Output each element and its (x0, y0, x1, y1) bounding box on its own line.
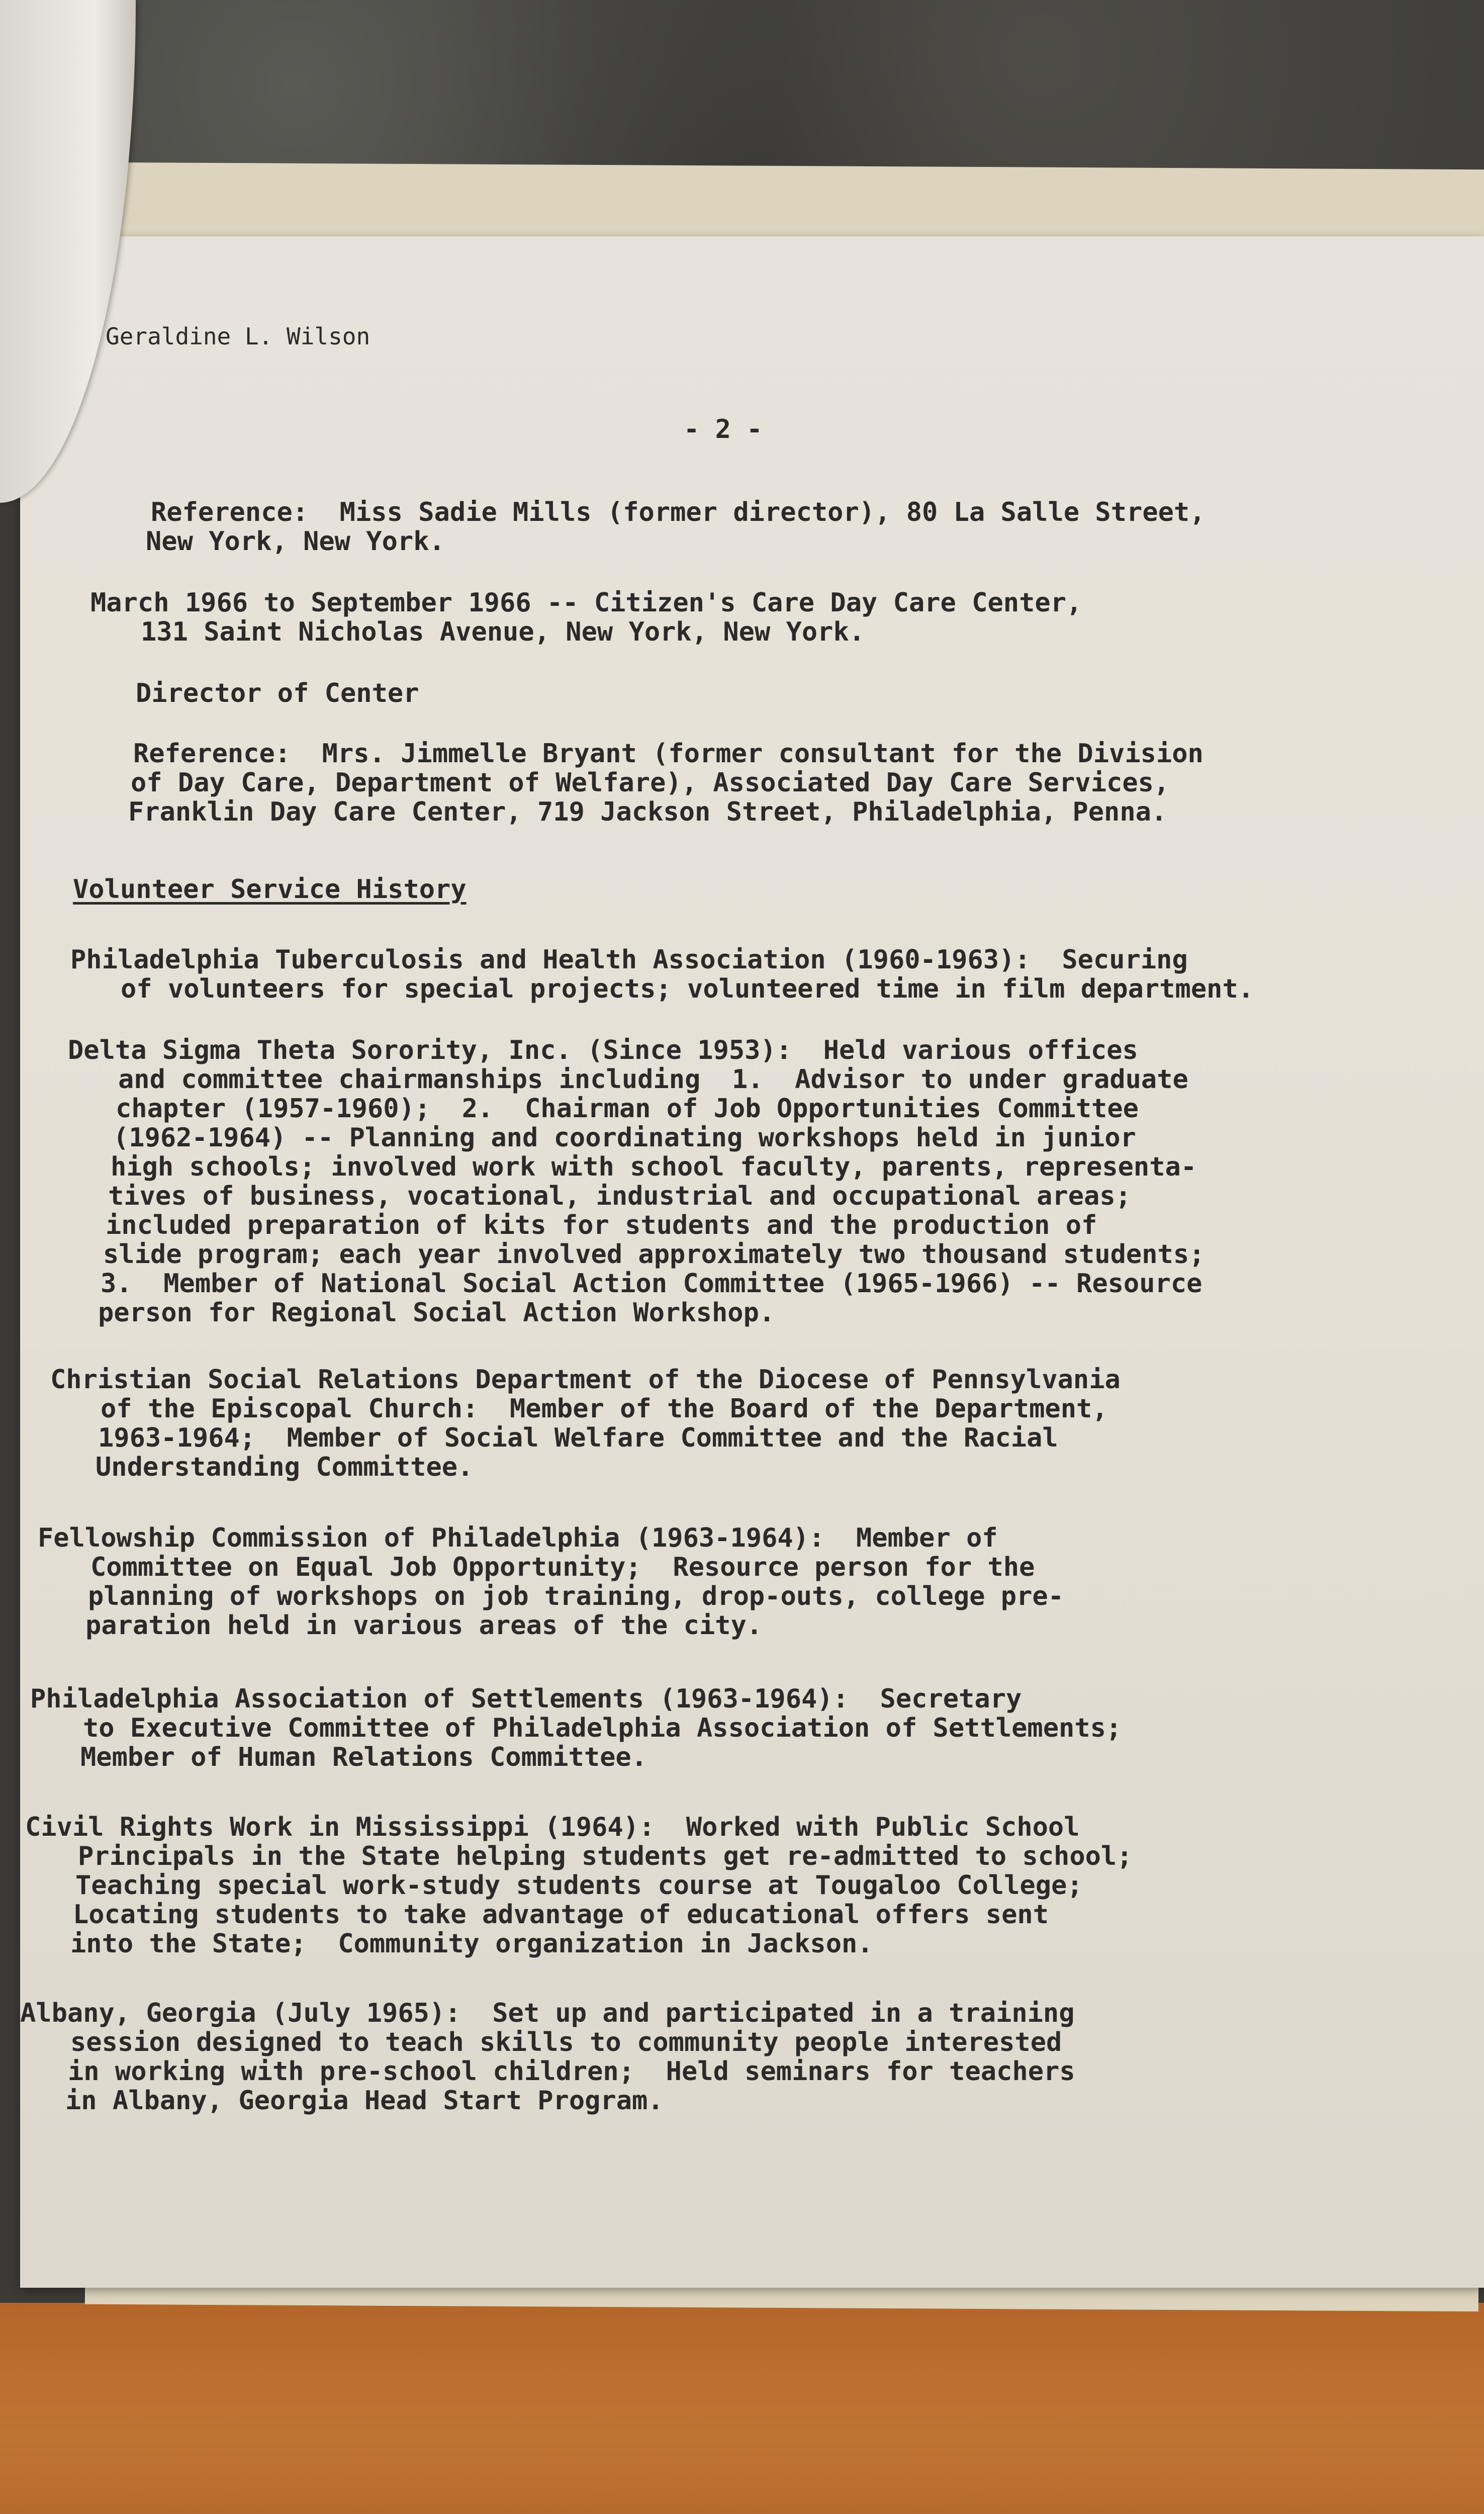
volunteer-entry-line: Philadelphia Tuberculosis and Health Association (1960-1963): Securing (70, 945, 1188, 975)
volunteer-entry-line: Principals in the State helping students get re-admitted to school; (78, 1841, 1133, 1871)
volunteer-entry-line: Teaching special work-study students course at Tougaloo College; (75, 1870, 1083, 1901)
reference-line: of Day Care, Department of Welfare), Associated Day Care Services, (131, 768, 1170, 798)
volunteer-entry-line: Philadelphia Association of Settlements (1963-1964): Secretary (30, 1684, 1022, 1714)
volunteer-entry-line: 1963-1964; Member of Social Welfare Committee and the Racial (98, 1423, 1058, 1453)
volunteer-entry-line: person for Regional Social Action Workshop. (98, 1298, 775, 1328)
author-name: Geraldine L. Wilson (106, 323, 370, 350)
volunteer-entry-line: in Albany, Georgia Head Start Program. (65, 2086, 664, 2116)
volunteer-entry-line: 3. Member of National Social Action Committee (1965-1966) -- Resource (101, 1269, 1202, 1299)
volunteer-entry-line: Committee on Equal Job Opportunity; Resource person for the (90, 1552, 1035, 1582)
volunteer-entry-line: Member of Human Relations Committee. (80, 1742, 647, 1772)
volunteer-entry-line: into the State; Community organization in Jackson. (70, 1929, 873, 1959)
volunteer-entry-line: slide program; each year involved approximately two thousand students; (103, 1239, 1205, 1270)
document-page (20, 236, 1484, 2288)
volunteer-entry-line: high schools; involved work with school faculty, parents, representa- (111, 1152, 1197, 1182)
curled-page-edge (0, 0, 136, 503)
volunteer-entry-line: in working with pre-school children; Held seminars for teachers (68, 2056, 1075, 2087)
volunteer-entry-line: chapter (1957-1960); 2. Chairman of Job Opportunities Committee (116, 1094, 1139, 1124)
volunteer-entry-line: planning of workshops on job training, drop-outs, college pre- (88, 1581, 1064, 1611)
volunteer-entry-line: and committee chairmanships including 1. Advisor to under graduate (118, 1064, 1188, 1095)
volunteer-entry-line: to Executive Committee of Philadelphia Association of Settlements; (83, 1713, 1122, 1743)
section-heading: Volunteer Service History (73, 874, 467, 905)
volunteer-entry-line: of the Episcopal Church: Member of the Board of the Department, (101, 1394, 1108, 1424)
volunteer-entry-line: (1962-1964) -- Planning and coordinating workshops held in junior (113, 1123, 1136, 1153)
page-number: - 2 - (684, 414, 763, 444)
volunteer-entry-line: Christian Social Relations Department of the Diocese of Pennsylvania (50, 1365, 1121, 1395)
reference-line: Franklin Day Care Center, 719 Jackson Street, Philadelphia, Penna. (128, 797, 1167, 827)
reference-line: Reference: Miss Sadie Mills (former director), 80 La Salle Street, (151, 497, 1205, 527)
volunteer-entry-line: included preparation of kits for students and the production of (106, 1210, 1097, 1240)
wooden-table (0, 2303, 1484, 2514)
volunteer-entry-line: Fellowship Commission of Philadelphia (1963-1964): Member of (38, 1523, 998, 1553)
employment-entry-line: March 1966 to September 1966 -- Citizen's Care Day Care Center, (90, 588, 1082, 618)
volunteer-entry-line: of volunteers for special projects; volunteered time in film department. (121, 974, 1254, 1004)
reference-line: New York, New York. (146, 526, 445, 557)
volunteer-entry-line: paration held in various areas of the city. (85, 1610, 763, 1641)
reference-line: Reference: Mrs. Jimmelle Bryant (former consultant for the Division (133, 739, 1203, 769)
volunteer-entry-line: session designed to teach skills to community people interested (70, 2027, 1062, 2057)
volunteer-entry-line: Albany, Georgia (July 1965): Set up and participated in a training (20, 1998, 1075, 2028)
volunteer-entry-line: Understanding Committee. (96, 1452, 474, 1482)
volunteer-entry-line: tives of business, vocational, industrial and occupational areas; (108, 1181, 1131, 1211)
volunteer-entry-line: Locating students to take advantage of educational offers sent (73, 1900, 1049, 1930)
position-title: Director of Center (136, 678, 419, 708)
employment-entry-line: 131 Saint Nicholas Avenue, New York, New York. (141, 617, 865, 647)
volunteer-entry-line: Delta Sigma Theta Sorority, Inc. (Since 1953): Held various offices (68, 1035, 1138, 1065)
volunteer-entry-line: Civil Rights Work in Mississippi (1964): Worked with Public School (25, 1812, 1080, 1842)
